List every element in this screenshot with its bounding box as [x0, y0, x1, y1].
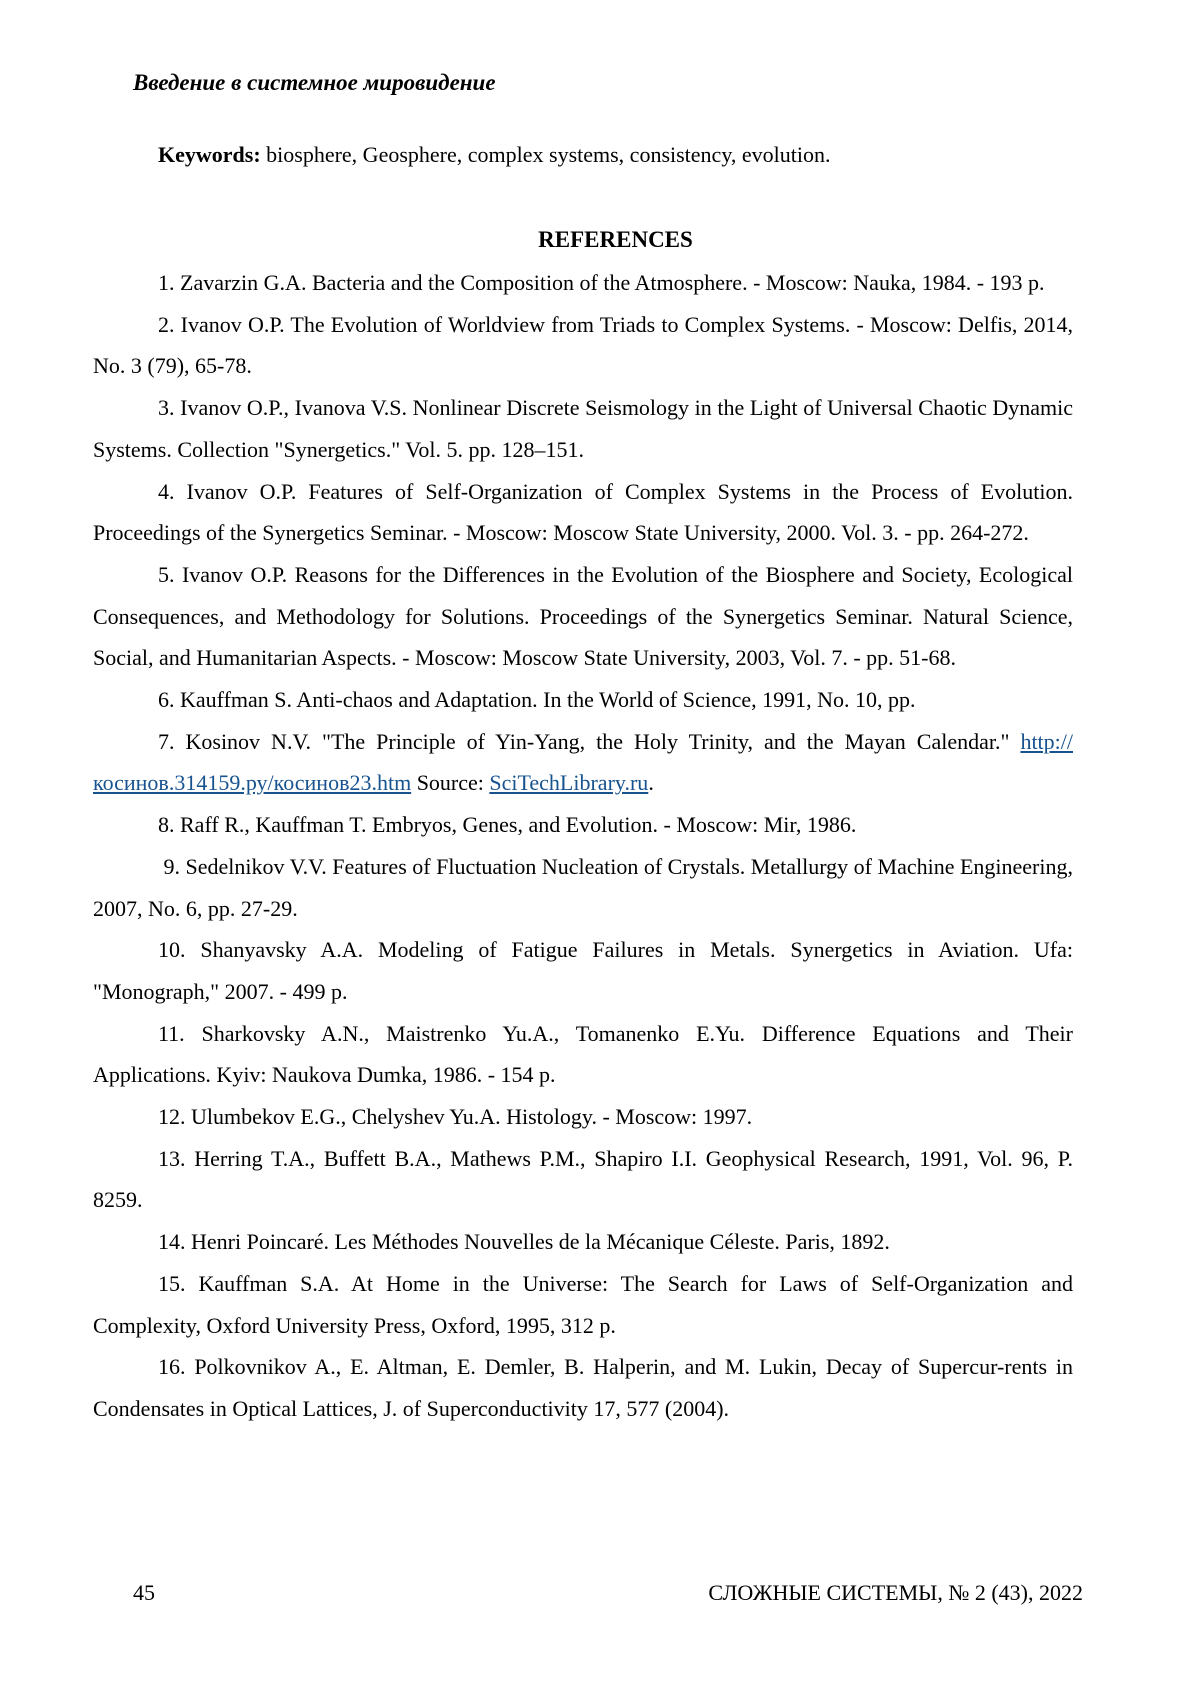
keywords-text: biosphere, Geosphere, complex systems, consistency, evolution.	[260, 142, 831, 167]
running-head: Введение в системное мировидение	[133, 70, 496, 95]
keywords-paragraph	[93, 142, 1073, 168]
keywords-label: Keywords:	[158, 142, 261, 167]
page-number: 45	[133, 1580, 155, 1605]
reference-item-1: 1. Zavarzin G.A. Bacteria and the Composition of the Atmosphere. - Moscow: Nauka, 1984. - 193 p.	[158, 270, 1045, 295]
reference-item-14: 14. Henri Poincaré. Les Méthodes Nouvelles de la Mécanique Céleste. Paris, 1892.	[158, 1229, 890, 1255]
reference-item-10: 10. Shanyavsky A.A. Modeling of Fatigue Failures in Metals. Synergetics in Aviation. Ufa: "Monograph," 2007. - 499 p.	[93, 937, 1073, 1004]
references-list	[93, 262, 1073, 1430]
page-footer	[93, 1580, 1083, 1606]
journal-line: СЛОЖНЫЕ СИСТЕМЫ, № 2 (43), 2022	[708, 1580, 1083, 1605]
reference-item-7	[93, 721, 1073, 804]
reference-item-9: 9. Sedelnikov V.V. Features of Fluctuation Nucleation of Crystals. Metallurgy of Machine Engineering, 2007, No. 6, pp. 27-29.	[93, 853, 1073, 921]
reference-item-12: 12. Ulumbekov E.G., Chelyshev Yu.A. Histology. - Moscow: 1997.	[158, 1104, 753, 1130]
reference-item-13: 13. Herring T.A., Buffett B.A., Mathews P.M., Shapiro I.I. Geophysical Research, 1991, Vol. 96, P. 8259.	[93, 1145, 1073, 1213]
reference-item-6: 6. Kauffman S. Anti-chaos and Adaptation. In the World of Science, 1991, No. 10, pp.	[158, 687, 916, 713]
scitechlibrary-link[interactable]: SciTechLibrary.ru	[489, 770, 649, 796]
reference-item-16: 16. Polkovnikov A., E. Altman, E. Demler, B. Halperin, and M. Lukin, Decay of Supercur-rents in Condensates in Optical Lattices, J. of Superconductivity 17, 577 (2004).	[93, 1354, 1073, 1421]
reference-item-8: 8. Raff R., Kauffman T. Embryos, Genes, and Evolution. - Moscow: Mir, 1986.	[158, 812, 857, 838]
reference-7-text: 7. Kosinov N.V. "The Principle of Yin-Yang, the Holy Trinity, and the Mayan Calendar."	[158, 728, 1021, 754]
reference-7-period: .	[648, 770, 654, 796]
reference-item-15: 15. Kauffman S.A. At Home in the Universe: The Search for Laws of Self-Organization and Complexity, Oxford University Press, Oxford, 1995, 312 p.	[93, 1270, 1073, 1338]
kosinov-url-link[interactable]: http://косинов.314159.ру/косинов23.htm	[93, 728, 1073, 796]
references-title: REFERENCES	[538, 227, 693, 252]
reference-item-11: 11. Sharkovsky A.N., Maistrenko Yu.A., Tomanenko E.Yu. Difference Equations and Their Applications. Kyiv: Naukova Dumka, 1986. - 154 p.	[93, 1020, 1073, 1088]
reference-item-3: 3. Ivanov O.P., Ivanova V.S. Nonlinear Discrete Seismology in the Light of Universal Chaotic Dynamic Systems. Collection "Synergetics." Vol. 5. pp. 128–151.	[93, 395, 1073, 462]
reference-item-5: 5. Ivanov O.P. Reasons for the Differences in the Evolution of the Biosphere and Society, Ecological Consequences, and Methodology for Solutions. Proceedings of the Synergetics Seminar. Natural Science, Social, and Humanitarian Aspects. - Moscow: Moscow State University, 2003, Vol. 7. - pp. 51-68.	[93, 561, 1073, 671]
reference-7-source-label: Source:	[411, 770, 490, 796]
reference-item-4: 4. Ivanov O.P. Features of Self-Organization of Complex Systems in the Process of Evolution. Proceedings of the Synergetics Seminar. - Moscow: Moscow State University, 2000. Vol. 3. - pp. 264-272.	[93, 478, 1073, 546]
reference-item-2: 2. Ivanov O.P. The Evolution of Worldview from Triads to Complex Systems. - Moscow: Delfis, 2014, No. 3 (79), 65-78.	[93, 311, 1073, 379]
